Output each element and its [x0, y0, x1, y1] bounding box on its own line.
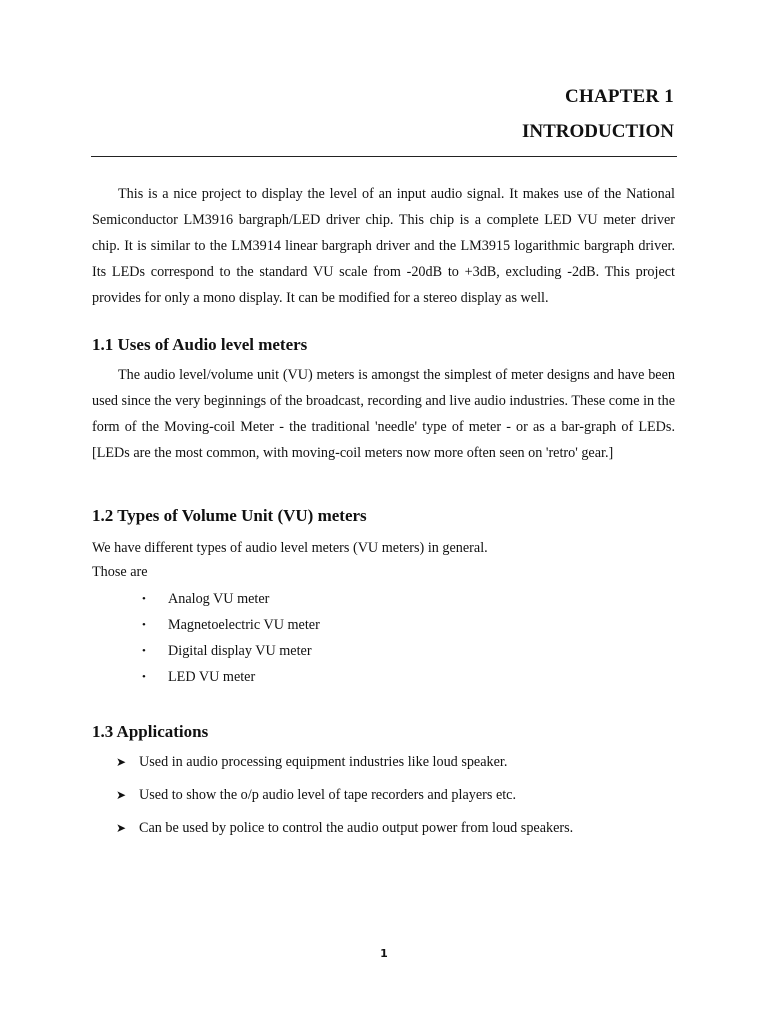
list-item: [142, 641, 320, 667]
section-heading-applications: 1.3 Applications: [92, 722, 209, 741]
uses-paragraph: The audio level/volume unit (VU) meters is amongst the simplest of meter designs and have been used since the very beginnings of the broadcast, recording and live audio industries. These come in the form of the Moving-coil Meter - the traditional 'needle' type of meter - or as a bar-graph of LEDs. [LEDs are the most common, with moving-coil meters now more often seen on 'retro' gear.]: [92, 367, 675, 461]
bullet-icon: •: [142, 619, 146, 631]
list-item-label: Used to show the o/p audio level of tape recorders and players etc.: [139, 787, 517, 803]
arrow-bullet-icon: ➤: [116, 755, 127, 769]
list-item: [142, 667, 320, 693]
types-intro-line-2: Those are: [92, 564, 148, 580]
arrow-bullet-icon: ➤: [116, 821, 127, 835]
list-item-label: Digital display VU meter: [168, 643, 312, 659]
bullet-icon: •: [142, 671, 146, 683]
list-item: [116, 785, 573, 818]
list-item-label: Can be used by police to control the audio output power from loud speakers.: [139, 820, 574, 836]
header-divider: [91, 156, 677, 157]
section-heading-types: 1.2 Types of Volume Unit (VU) meters: [92, 506, 367, 525]
applications-list: [116, 752, 573, 851]
list-item: [142, 589, 320, 615]
intro-paragraph: This is a nice project to display the level of an input audio signal. It makes use of the National Semiconductor LM3916 bargraph/LED driver chip. This chip is a complete LED VU meter driver chip. It is similar to the LM3914 linear bargraph driver and the LM3915 logarithmic bargraph driver. Its LEDs correspond to the standard VU scale from -20dB to +3dB, excluding -2dB. This project provides for only a mono display. It can be modified for a stereo display as well.: [92, 186, 675, 306]
types-intro-line: We have different types of audio level meters (VU meters) in general.: [92, 540, 488, 556]
list-item-label: LED VU meter: [168, 669, 256, 685]
chapter-label: CHAPTER 1: [565, 86, 674, 107]
list-item-label: Used in audio processing equipment industries like loud speaker.: [139, 754, 508, 770]
page-number: 1: [380, 947, 388, 960]
chapter-title: INTRODUCTION: [521, 121, 674, 142]
list-item: [116, 752, 573, 785]
types-list: [142, 589, 320, 693]
arrow-bullet-icon: ➤: [116, 788, 127, 802]
list-item-label: Analog VU meter: [168, 591, 270, 607]
list-item: [116, 818, 573, 851]
bullet-icon: •: [142, 645, 146, 657]
bullet-icon: •: [142, 593, 146, 605]
list-item: [142, 615, 320, 641]
section-heading-uses: 1.1 Uses of Audio level meters: [92, 335, 308, 354]
list-item-label: Magnetoelectric VU meter: [168, 617, 320, 633]
